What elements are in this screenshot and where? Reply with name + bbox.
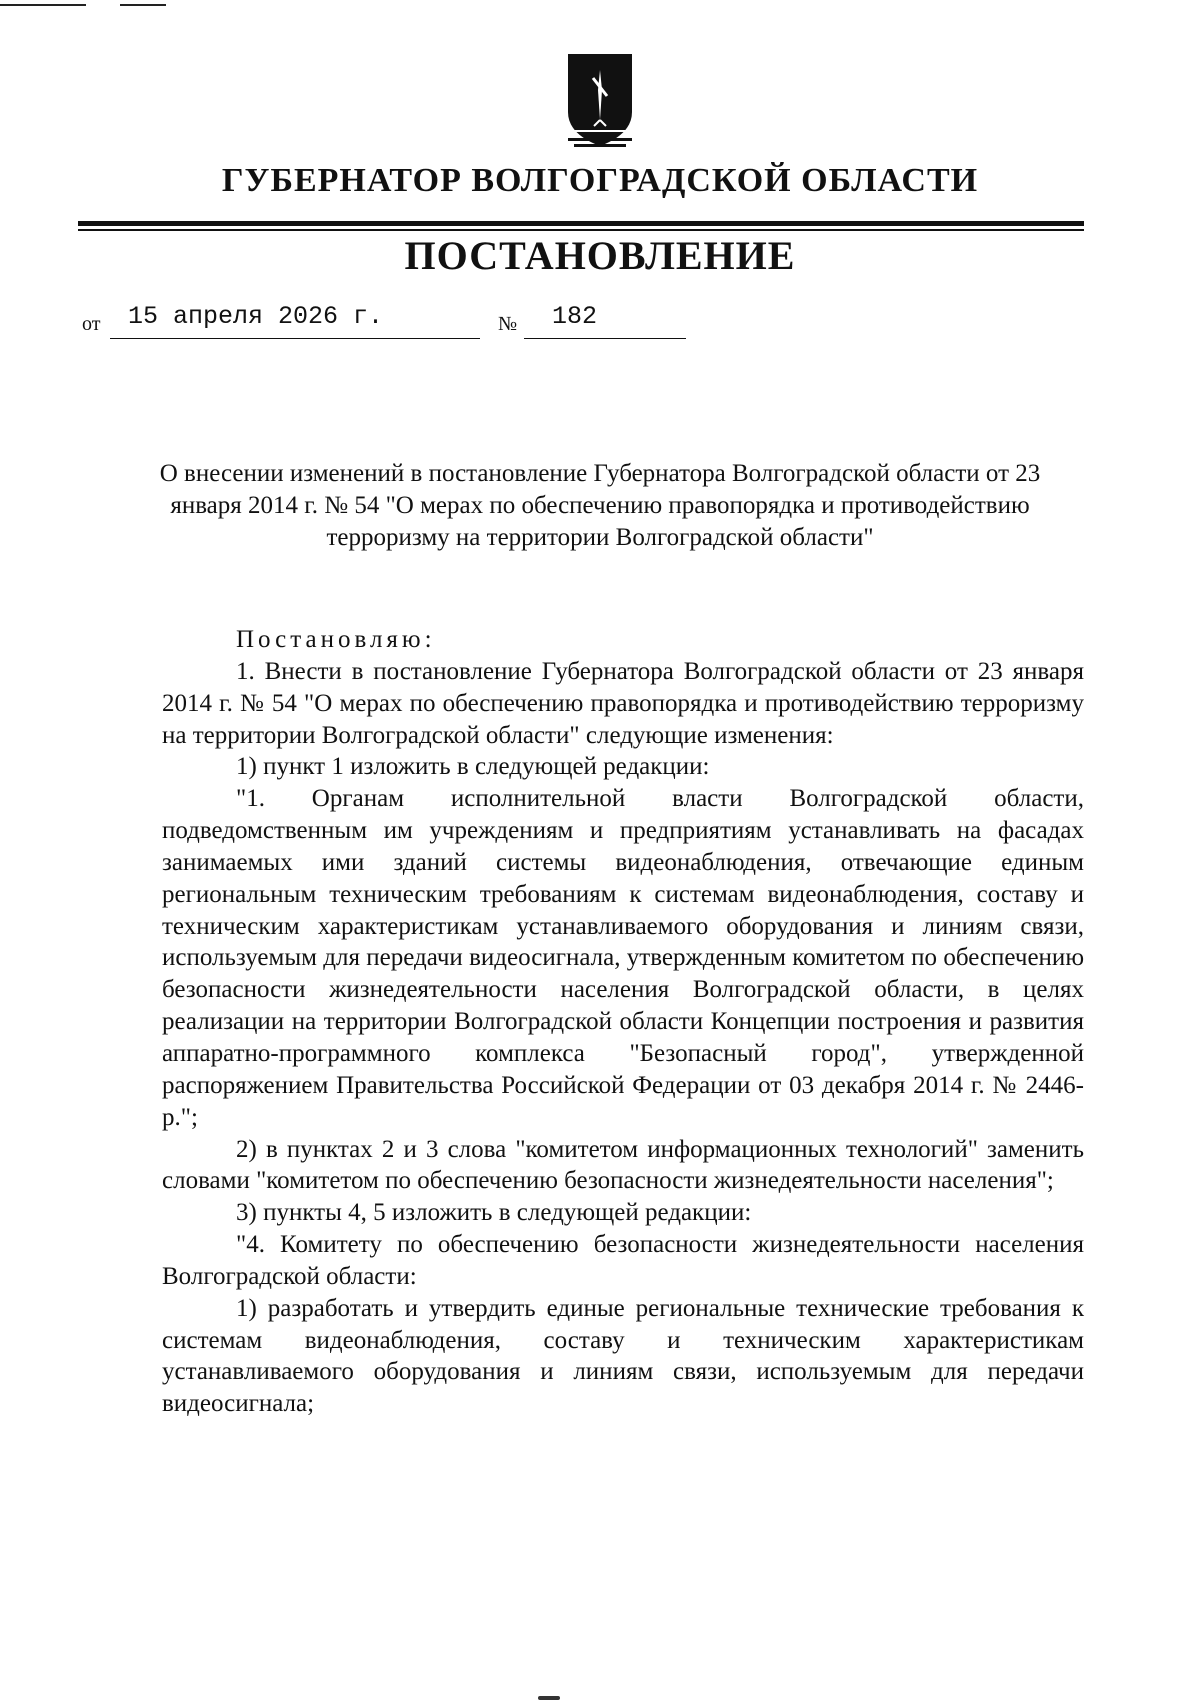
- date-underline: [110, 338, 480, 339]
- header-rule: [78, 221, 1084, 226]
- document-number: 182: [552, 302, 598, 331]
- coat-of-arms-icon: [560, 50, 640, 150]
- document-subject: О внесении изменений в постановление Губернатора Волгоградской области от 23 января 2014 г. № 54 "О мерах по обеспечению правопорядка и противодействию терроризму на территории Волгоградской области": [159, 460, 1041, 551]
- number-underline: [524, 338, 686, 339]
- document-date: 15 апреля 2026 г.: [128, 302, 384, 331]
- scan-artifact: [0, 4, 86, 6]
- page-footer-mark: [538, 1696, 560, 1700]
- decree-word: Постановляю:: [236, 626, 436, 653]
- paragraph: 1) пункт 1 изложить в следующей редакции:: [236, 753, 710, 781]
- document-body: [162, 624, 1084, 1420]
- scan-artifact: [120, 4, 166, 6]
- header-rule-thin: [78, 229, 1084, 231]
- paragraph: "4. Комитету по обеспечению безопасности жизнедеятельности населения Волгоградской области:: [162, 1231, 1084, 1290]
- paragraph: 2) в пунктах 2 и 3 слова "комитетом информационных технологий" заменить словами "комитетом по обеспечению безопасности жизнедеятельности населения";: [162, 1135, 1084, 1195]
- issuing-authority: ГУБЕРНАТОР ВОЛГОГРАДСКОЙ ОБЛАСТИ: [221, 162, 979, 199]
- paragraph: 1) разработать и утвердить единые региональные технические требования к системам видеонаблюдения, составу и техническим характеристикам устанавливаемого оборудования и линиям связи, используемым для передачи видеосигнала;: [162, 1294, 1084, 1418]
- paragraph: 3) пункты 4, 5 изложить в следующей редакции:: [236, 1199, 752, 1227]
- document-type-title: ПОСТАНОВЛЕНИЕ: [404, 233, 796, 278]
- date-prefix: от: [82, 313, 101, 335]
- paragraph: 1. Внести в постановление Губернатора Волгоградской области от 23 января 2014 г. № 54 "О мерах по обеспечению правопорядка и противодействию терроризму на территории Волгоградской области" следующие изменения:: [162, 657, 1084, 749]
- paragraph: "1. Органам исполнительной власти Волгоградской области, подведомственным им учреждениям и предприятиям устанавливать на фасадах занимаемых ими зданий системы видеонаблюдения, отвечающие единым региональным техническим требованиям к системам видеонаблюдения, составу и техническим характеристикам устанавливаемого оборудования и линиям связи, используемым для передачи видеосигнала, утвержденным комитетом по обеспечению безопасности жизнедеятельности населения Волгоградской области, в целях реализации на территории Волгоградской области Концепции построения и развития аппаратно-программного комплекса "Безопасный город", утвержденной распоряжением Правительства Российской Федерации от 03 декабря 2014 г. № 2446-р.";: [162, 785, 1084, 1131]
- number-prefix: №: [498, 313, 518, 335]
